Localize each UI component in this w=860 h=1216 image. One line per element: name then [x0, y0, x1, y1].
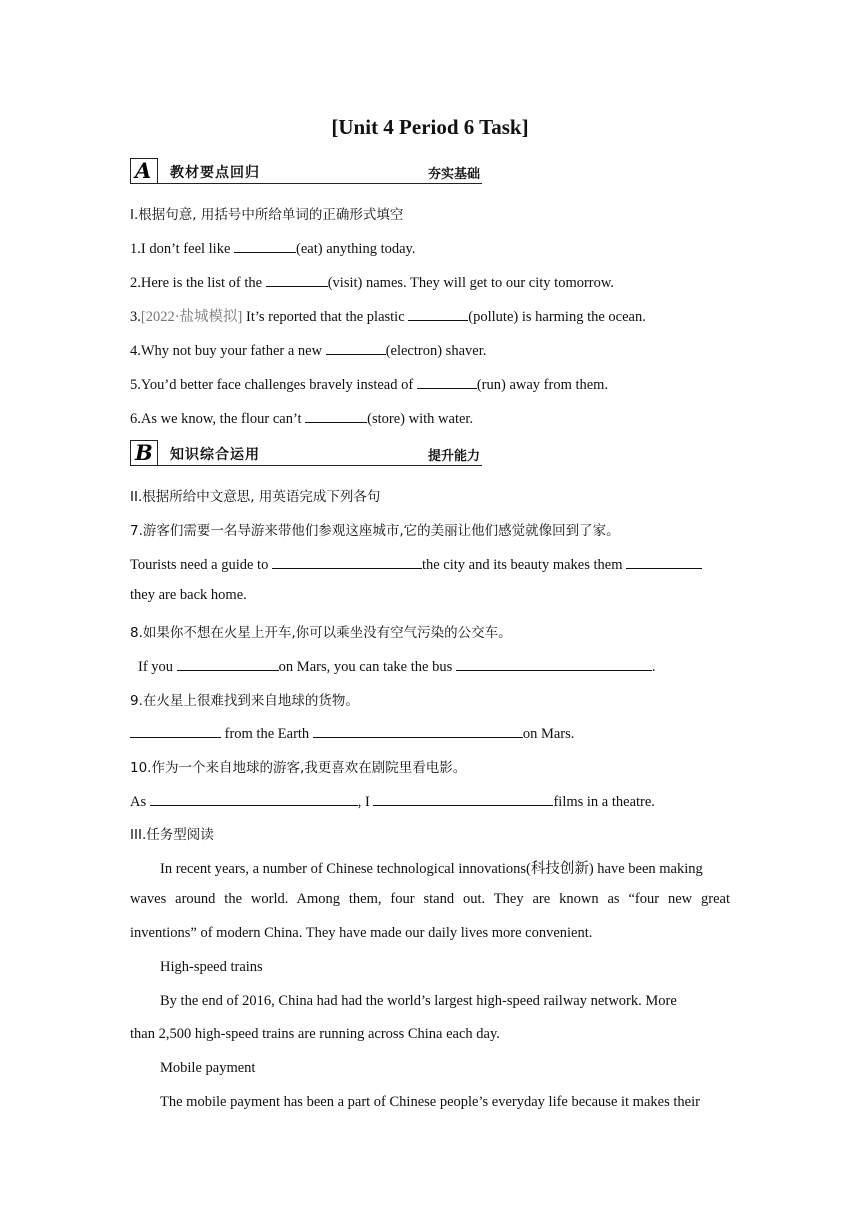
question-text: (run) away from them.: [476, 377, 609, 394]
question-3: [130, 305, 646, 326]
banner-title: 知识综合运用: [170, 447, 260, 463]
answer-blank[interactable]: [326, 339, 386, 355]
question-9-prompt: 9.在火星上很难找到来自地球的货物。: [130, 693, 359, 709]
question-text: As: [130, 794, 150, 811]
passage-line: waves around the world. Among them, four stand out. They are known as “four new great: [130, 891, 730, 907]
question-9-line: [130, 722, 574, 743]
question-text: (pollute) is harming the ocean.: [468, 309, 646, 326]
question-5: [130, 373, 608, 394]
question-8-prompt: 8.如果你不想在火星上开车,你可以乘坐没有空气污染的公交车。: [130, 625, 512, 641]
banner-subtitle: 提升能力: [427, 449, 480, 464]
answer-blank[interactable]: [313, 722, 523, 738]
question-text: 4.Why not buy your father a new: [130, 343, 326, 360]
question-text: the city and its beauty makes them: [421, 557, 627, 574]
section1-heading: I.根据句意, 用括号中所给单词的正确形式填空: [130, 207, 404, 223]
section-banner-a: [130, 158, 482, 184]
question-number: 3.: [130, 309, 141, 326]
section-banner-b: [130, 440, 482, 466]
banner-letter-box: [130, 440, 158, 466]
question-text: If you: [138, 659, 177, 676]
answer-blank[interactable]: [234, 237, 296, 253]
question-7-prompt: 7.游客们需要一名导游来带他们参观这座城市,它的美丽让他们感觉就像回到了家。: [130, 523, 620, 539]
question-text: 6.As we know, the flour can’t: [130, 411, 306, 428]
question-text: Tourists need a guide to: [130, 557, 272, 574]
question-text: 2.Here is the list of the: [130, 275, 266, 292]
question-4: [130, 339, 486, 360]
passage-subheading: Mobile payment: [160, 1060, 256, 1076]
source-tag: [2022·盐城模拟]: [140, 309, 243, 326]
passage-subheading: High-speed trains: [160, 959, 263, 975]
banner-underline: [158, 465, 482, 467]
question-text: on Mars, you can take the bus: [278, 659, 456, 676]
answer-blank[interactable]: [266, 271, 328, 287]
question-text: films in a theatre.: [553, 794, 655, 811]
answer-blank[interactable]: [626, 553, 702, 569]
section3-heading: III.任务型阅读: [130, 827, 214, 843]
question-text: It’s reported that the plastic: [242, 309, 409, 326]
question-text: 5.You’d better face challenges bravely instead of: [130, 377, 417, 394]
question-6: [130, 407, 473, 428]
answer-blank[interactable]: [130, 722, 221, 738]
answer-blank[interactable]: [408, 305, 468, 321]
question-text: .: [651, 659, 656, 676]
banner-underline: [158, 183, 482, 185]
answer-blank[interactable]: [456, 655, 652, 671]
question-text: 1.I don’t feel like: [130, 241, 235, 258]
question-text: (store) with water.: [367, 411, 474, 428]
answer-blank[interactable]: [417, 373, 477, 389]
question-text: (eat) anything today.: [296, 241, 416, 258]
banner-letter-box: [130, 158, 158, 184]
question-text: (visit) names. They will get to our city tomorrow.: [327, 275, 615, 292]
question-10-line: [130, 790, 655, 811]
question-2: [130, 271, 614, 292]
question-7-line2: they are back home.: [130, 587, 247, 603]
answer-blank[interactable]: [373, 790, 553, 806]
passage-line: inventions” of modern China. They have made our daily lives more convenient.: [130, 925, 593, 941]
question-text: (electron) shaver.: [385, 343, 487, 360]
question-text: , I: [357, 794, 374, 811]
question-text: on Mars.: [522, 726, 575, 743]
question-10-prompt: 10.作为一个来自地球的游客,我更喜欢在剧院里看电影。: [130, 760, 467, 776]
answer-blank[interactable]: [177, 655, 279, 671]
passage-line: The mobile payment has been a part of Chinese people’s everyday life because it makes their: [160, 1094, 700, 1110]
banner-title: 教材要点回归: [170, 165, 260, 181]
banner-subtitle: 夯实基础: [427, 167, 480, 182]
question-8-line: [138, 655, 655, 676]
passage-line: By the end of 2016, China had had the world’s largest high-speed railway network. More: [160, 993, 677, 1009]
section2-heading: II.根据所给中文意思, 用英语完成下列各句: [130, 489, 381, 505]
page-title: [Unit 4 Period 6 Task]: [331, 115, 529, 139]
passage-line: than 2,500 high-speed trains are running across China each day.: [130, 1026, 500, 1042]
question-1: [130, 237, 415, 258]
passage-line: In recent years, a number of Chinese technological innovations(科技创新) have been making: [160, 861, 703, 877]
answer-blank[interactable]: [272, 553, 422, 569]
question-text: from the Earth: [224, 726, 313, 743]
banner-letter: A: [135, 158, 152, 183]
answer-blank[interactable]: [305, 407, 367, 423]
banner-letter: B: [135, 440, 153, 465]
answer-blank[interactable]: [150, 790, 358, 806]
question-7-line: [130, 553, 702, 574]
